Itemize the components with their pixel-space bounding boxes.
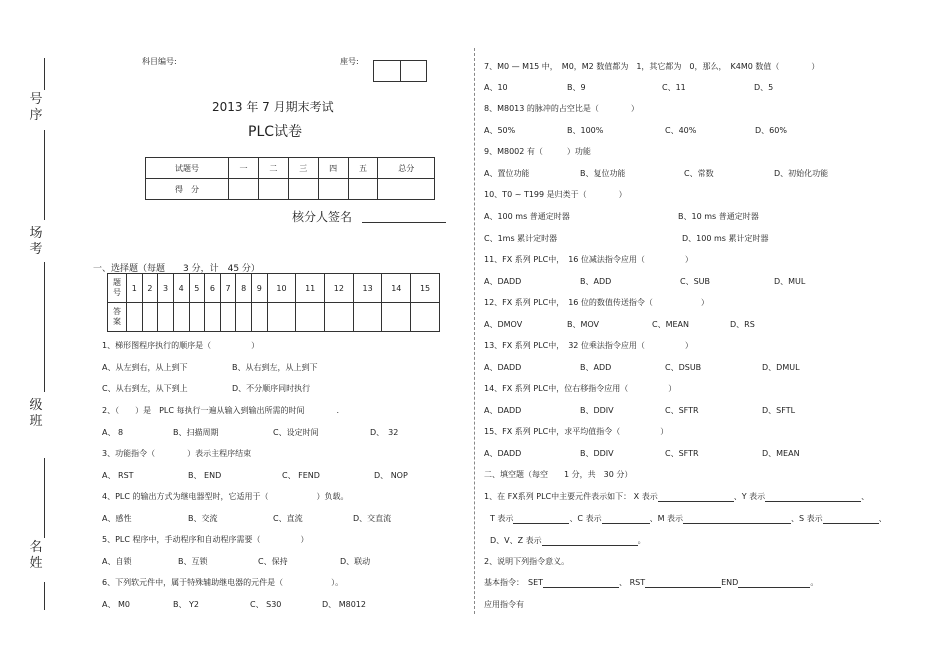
score-header-cell: 三 <box>288 158 318 179</box>
q11-option-a: A、DADD <box>484 277 522 286</box>
fill-question-2-basic: 基本指令： SET 、 RST END 。 <box>484 578 819 587</box>
q4-option-b: B、交流 <box>188 514 218 523</box>
q1-option-c: C、从右到左，从下到上 <box>102 384 188 393</box>
blank-end[interactable] <box>738 578 810 588</box>
question-8: 8、M8013 的脉冲的占空比是（ ） <box>484 104 639 113</box>
q5-option-a: A、自锁 <box>102 557 132 566</box>
answer-number: 12 <box>325 274 354 303</box>
question-11: 11、FX 系列 PLC中， 16 位减法指令应用（ ） <box>484 255 693 264</box>
answer-number: 9 <box>252 274 268 303</box>
question-4: 4、PLC 的输出方式为继电器型时，它适用于（ ）负载。 <box>102 492 349 501</box>
q8-option-c: C、40% <box>665 126 697 135</box>
binding-label-name: 名 姓 <box>29 540 43 571</box>
score-header-cell: 二 <box>258 158 288 179</box>
q3-option-d: D、 NOP <box>374 471 408 480</box>
blank-c[interactable] <box>602 514 650 524</box>
q10-option-b: B、10 ms 普通定时器 <box>678 212 759 221</box>
answer-number: 13 <box>353 274 382 303</box>
answer-cell[interactable] <box>173 303 189 332</box>
answer-cell[interactable] <box>142 303 158 332</box>
score-cell[interactable] <box>229 179 259 200</box>
question-2: 2、（ ）是 PLC 每执行一遍从输入到输出所需的时间 . <box>102 406 340 415</box>
q6-option-a: A、 M0 <box>102 600 131 609</box>
question-14: 14、FX 系列 PLC中，位右移指令应用（ ） <box>484 384 677 393</box>
subject-code-label: 科目编号: <box>142 57 177 66</box>
score-table <box>145 157 435 200</box>
answer-number: 11 <box>296 274 325 303</box>
q13-option-d: D、DMUL <box>762 363 800 372</box>
blank-set[interactable] <box>543 578 619 588</box>
score-header-cell: 五 <box>348 158 378 179</box>
answer-number: 14 <box>382 274 411 303</box>
fill-question-1-line3: D、V、Z 表示 。 <box>490 536 646 545</box>
score-cell[interactable] <box>378 179 435 200</box>
q6-option-d: D、 M8012 <box>322 600 366 609</box>
q8-option-d: D、60% <box>755 126 787 135</box>
q7-option-c: C、11 <box>662 83 686 92</box>
score-header-cell: 总分 <box>378 158 435 179</box>
binding-label-class: 级 班 <box>29 398 43 429</box>
fill-question-2-applied: 应用指令有 <box>484 600 524 609</box>
question-9: 9、M8002 有（ ）功能 <box>484 147 591 156</box>
q6-option-b: B、 Y2 <box>173 600 200 609</box>
answer-cell[interactable] <box>325 303 354 332</box>
q1-option-a: A、从左到右，从上到下 <box>102 363 188 372</box>
q11-option-b: B、ADD <box>580 277 612 286</box>
blank-rst[interactable] <box>645 578 721 588</box>
section1-title: 一、选择题（每题 3 分，计 45 分） <box>93 264 260 274</box>
signer-label: 核分人签名 <box>292 210 353 224</box>
q4-option-c: C、直流 <box>273 514 303 523</box>
answer-cell[interactable] <box>189 303 205 332</box>
question-12: 12、FX 系列 PLC中， 16 位的数值传送指令（ ） <box>484 298 709 307</box>
q14-option-c: C、SFTR <box>665 406 699 415</box>
answer-cell[interactable] <box>158 303 174 332</box>
q9-option-d: D、初始化功能 <box>774 169 829 178</box>
q4-option-a: A、感性 <box>102 514 132 523</box>
question-3: 3、功能指令（ ）表示主程序结束 <box>102 449 252 458</box>
binding-line-1 <box>44 58 45 90</box>
blank-dvz[interactable] <box>542 536 638 546</box>
answer-number: 15 <box>411 274 440 303</box>
exam-title: 2013 年 7 月期末考试 <box>212 100 334 114</box>
q11-option-c: C、SUB <box>680 277 711 286</box>
q5-option-b: B、互锁 <box>178 557 208 566</box>
q10-option-d: D、100 ms 累计定时器 <box>682 234 769 243</box>
answer-number: 8 <box>236 274 252 303</box>
question-6: 6、下列软元件中，属于特殊辅助继电器的元件是（ ）。 <box>102 578 344 587</box>
q13-option-c: C、DSUB <box>665 363 702 372</box>
question-13: 13、FX 系列 PLC中， 32 位乘法指令应用（ ） <box>484 341 693 350</box>
score-row-label: 得 分 <box>146 179 229 200</box>
answer-table <box>107 273 440 332</box>
answer-number: 4 <box>173 274 189 303</box>
answer-number: 2 <box>142 274 158 303</box>
signer-line[interactable] <box>362 222 446 223</box>
q15-option-c: C、SFTR <box>665 449 699 458</box>
blank-t[interactable] <box>513 514 569 524</box>
section2-title: 二、填空题（每空 1 分，共 30 分） <box>484 470 633 479</box>
q10-option-a: A、100 ms 普通定时器 <box>484 212 570 221</box>
score-cell[interactable] <box>348 179 378 200</box>
score-cell[interactable] <box>318 179 348 200</box>
binding-line-4 <box>44 458 45 538</box>
q2-option-b: B、扫描周期 <box>173 428 219 437</box>
q5-option-c: C、保持 <box>258 557 288 566</box>
answer-number: 1 <box>127 274 143 303</box>
question-1: 1、梯形图程序执行的顺序是（ ） <box>102 341 260 350</box>
q2-option-d: D、 32 <box>370 428 399 437</box>
q14-option-a: A、DADD <box>484 406 522 415</box>
q12-option-c: C、MEAN <box>652 320 689 329</box>
blank-x[interactable] <box>658 492 734 502</box>
score-cell[interactable] <box>288 179 318 200</box>
score-header-cell: 一 <box>229 158 259 179</box>
answer-cell[interactable] <box>267 303 296 332</box>
q1-option-b: B、从右到左，从上到下 <box>232 363 318 372</box>
answer-number: 10 <box>267 274 296 303</box>
score-header-cell: 试题号 <box>146 158 229 179</box>
answer-cell[interactable] <box>236 303 252 332</box>
q12-option-d: D、RS <box>730 320 755 329</box>
answer-number: 6 <box>205 274 221 303</box>
binding-line-5 <box>44 582 45 610</box>
q2-option-c: C、设定时间 <box>273 428 319 437</box>
q12-option-b: B、MOV <box>567 320 600 329</box>
paper-title: PLC试卷 <box>248 124 303 140</box>
answer-cell[interactable] <box>205 303 221 332</box>
answer-cell[interactable] <box>127 303 143 332</box>
fill-question-1-line2: T 表示 、C 表示 、M 表示 、S 表示 、 <box>490 514 887 523</box>
answer-cell[interactable] <box>382 303 411 332</box>
blank-s[interactable] <box>823 514 879 524</box>
score-cell[interactable] <box>258 179 288 200</box>
answer-cell[interactable] <box>411 303 440 332</box>
q15-option-b: B、DDIV <box>580 449 614 458</box>
page-divider <box>474 48 475 614</box>
q9-option-b: B、复位功能 <box>580 169 626 178</box>
binding-label-seq: 号 序 <box>29 92 43 123</box>
binding-line-2 <box>44 130 45 220</box>
answer-number: 7 <box>220 274 236 303</box>
question-10: 10、T0 ~ T199 是归类于（ ） <box>484 190 627 199</box>
q1-option-d: D、不分顺序同时执行 <box>232 384 311 393</box>
q4-option-d: D、交直流 <box>353 514 392 523</box>
q7-option-a: A、10 <box>484 83 508 92</box>
answer-cell[interactable] <box>353 303 382 332</box>
answer-table-header: 答 案 <box>108 303 127 332</box>
q6-option-c: C、 S30 <box>250 600 282 609</box>
q13-option-b: B、ADD <box>580 363 612 372</box>
q14-option-d: D、SFTL <box>762 406 796 415</box>
seat-box[interactable] <box>373 60 427 82</box>
question-15: 15、FX 系列 PLC中，求平均值指令（ ） <box>484 427 669 436</box>
q7-option-d: D、5 <box>754 83 774 92</box>
fill-question-1: 1、在 FX系列 PLC中主要元件表示如下： X 表示 、Y 表示 、 <box>484 492 870 501</box>
binding-line-3 <box>44 262 45 392</box>
q8-option-a: A、50% <box>484 126 516 135</box>
answer-number: 5 <box>189 274 205 303</box>
answer-table-header: 题 号 <box>108 274 127 303</box>
q15-option-a: A、DADD <box>484 449 522 458</box>
q2-option-a: A、 8 <box>102 428 124 437</box>
q8-option-b: B、100% <box>567 126 604 135</box>
q11-option-d: D、MUL <box>774 277 806 286</box>
q13-option-a: A、DADD <box>484 363 522 372</box>
answer-cell[interactable] <box>252 303 268 332</box>
q3-option-b: B、 END <box>188 471 222 480</box>
q9-option-c: C、常数 <box>684 169 714 178</box>
answer-cell[interactable] <box>296 303 325 332</box>
q3-option-a: A、 RST <box>102 471 134 480</box>
q14-option-b: B、DDIV <box>580 406 614 415</box>
seat-label: 座号: <box>340 57 359 66</box>
fill-question-2: 2、说明下列指令意义。 <box>484 557 570 566</box>
q15-option-d: D、MEAN <box>762 449 800 458</box>
blank-m[interactable] <box>683 514 791 524</box>
q5-option-d: D、联动 <box>340 557 371 566</box>
blank-y[interactable] <box>765 492 861 502</box>
question-5: 5、PLC 程序中，手动程序和自动程序需要（ ） <box>102 535 309 544</box>
answer-cell[interactable] <box>220 303 236 332</box>
q12-option-a: A、DMOV <box>484 320 523 329</box>
q3-option-c: C、 FEND <box>282 471 320 480</box>
q7-option-b: B、9 <box>567 83 586 92</box>
q9-option-a: A、置位功能 <box>484 169 530 178</box>
answer-number: 3 <box>158 274 174 303</box>
q10-option-c: C、1ms 累计定时器 <box>484 234 558 243</box>
score-header-cell: 四 <box>318 158 348 179</box>
binding-label-exam-room: 场 考 <box>29 226 43 257</box>
question-7: 7、M0 — M15 中， M0，M2 数值都为 1，其它都为 0，那么， K4M0 数值（ ） <box>484 62 820 71</box>
